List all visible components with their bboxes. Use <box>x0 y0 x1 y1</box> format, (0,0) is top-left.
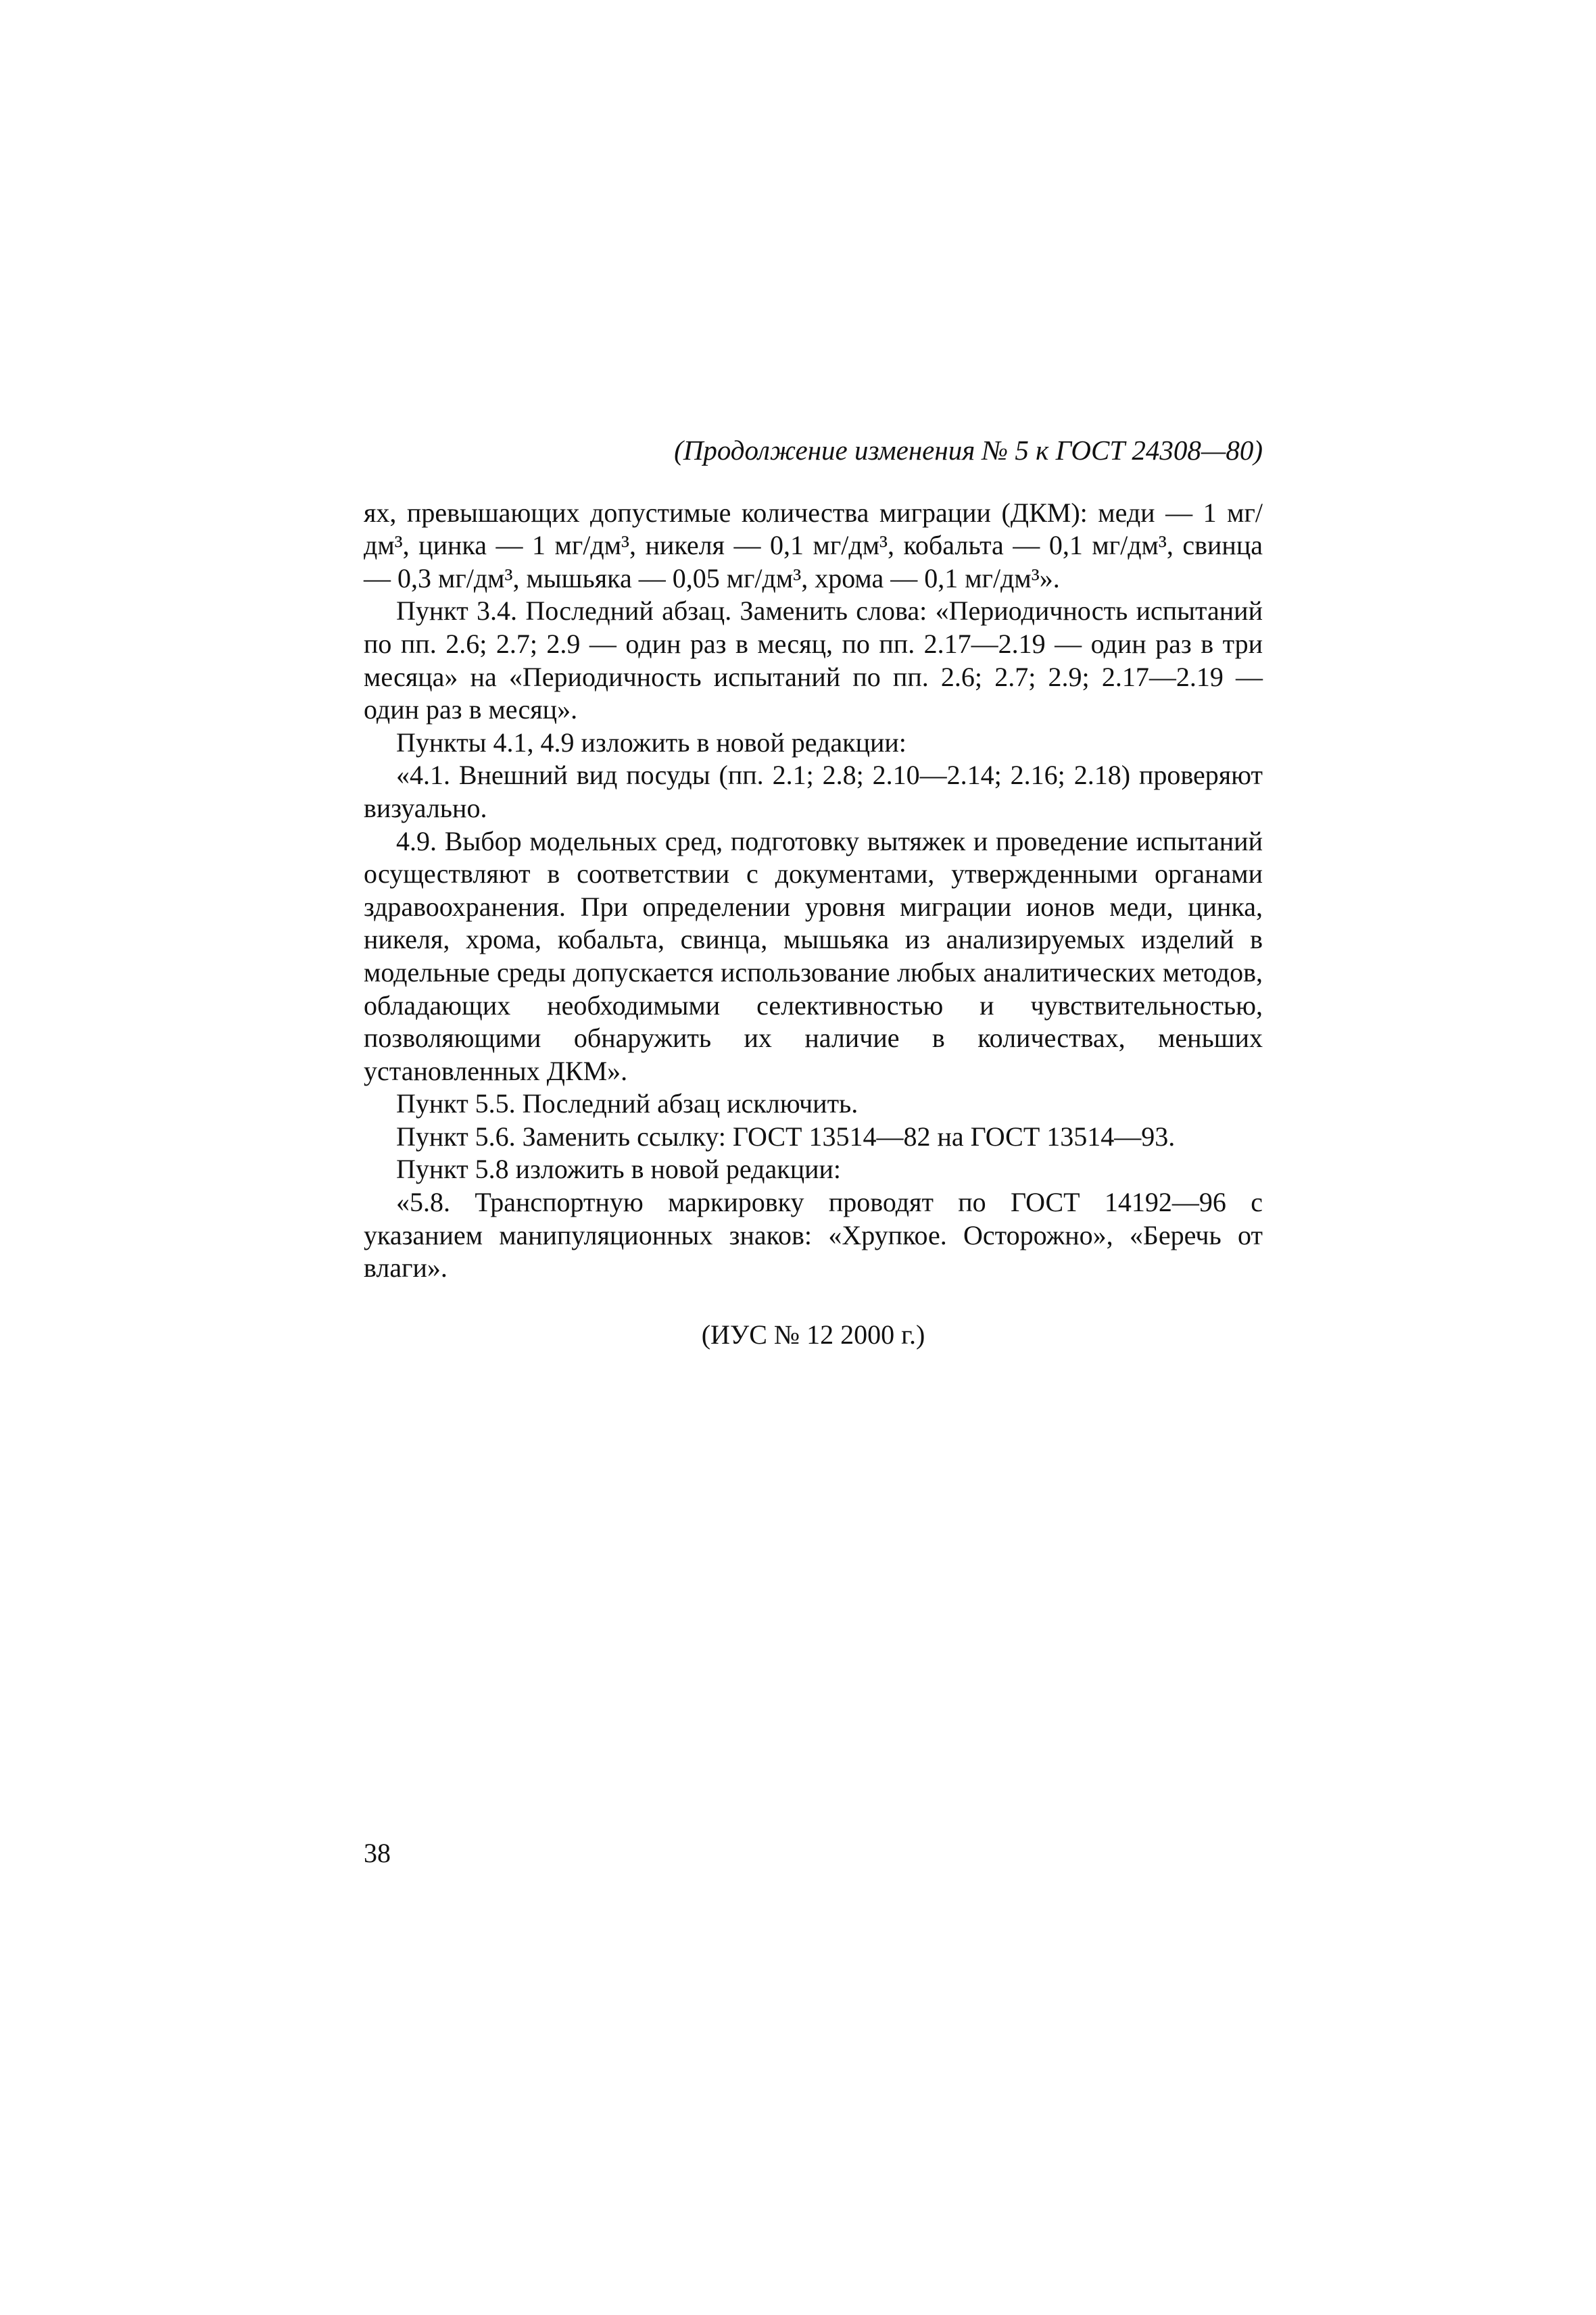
paragraph-5-8: «5.8. Транспортную маркировку проводят по ГОСТ 14192—96 с указанием манипуляционных знаков: «Хрупкое. Осторожно», «Беречь от влаги». <box>364 1187 1263 1284</box>
document-body <box>364 434 1263 1351</box>
paragraph-3-4: Пункт 3.4. Последний абзац. Заменить слова: «Периодичность испытаний по пп. 2.6; 2.7; 2.9 — один раз в месяц, по пп. 2.17—2.19 — один раз в три месяца» на «Периодичность испытаний по пп. 2.6; 2.7; 2.9; 2.17—2.19 — один раз в месяц». <box>364 595 1263 725</box>
paragraph-4-1: «4.1. Внешний вид посуды (пп. 2.1; 2.8; 2.10—2.14; 2.16; 2.18) проверяют визуально. <box>364 760 1263 823</box>
paragraph-4-9: 4.9. Выбор модельных сред, подготовку вытяжек и проведение испытаний осуществляют в соответствии с документами, утвержденными органами здравоохранения. При определении уровня миграции ионов меди, цинка, никеля, хрома, кобальта, свинца, мышьяка из анализируемых изделий в модельные среды допускается использование любых аналитических методов, обладающих необходимыми селективностью и чувствительностью, позволяющими обнаружить их наличие в количествах, меньших установленных ДКМ». <box>364 825 1263 1086</box>
paragraph-4-intro: Пункты 4.1, 4.9 изложить в новой редакции: <box>396 727 906 758</box>
paragraph-5-8-intro: Пункт 5.8 изложить в новой редакции: <box>396 1154 842 1185</box>
paragraph-5-6: Пункт 5.6. Заменить ссылку: ГОСТ 13514—82 на ГОСТ 13514—93. <box>396 1121 1176 1152</box>
page-header: (Продолжение изменения № 5 к ГОСТ 24308—80) <box>674 435 1263 466</box>
page-number: 38 <box>364 1838 391 1868</box>
paragraph-continuation: ях, превышающих допустимые количества миграции (ДКМ): меди — 1 мг/дм³, цинка — 1 мг/дм³, никеля — 0,1 мг/дм³, кобальта — 0,1 мг/дм³, свинца — 0,3 мг/дм³, мышьяка — 0,05 мг/дм³, хрома — 0,1 мг/дм³». <box>364 497 1263 593</box>
paragraph-5-5: Пункт 5.5. Последний абзац исключить. <box>396 1088 859 1119</box>
source-note: (ИУС № 12 2000 г.) <box>701 1319 925 1350</box>
